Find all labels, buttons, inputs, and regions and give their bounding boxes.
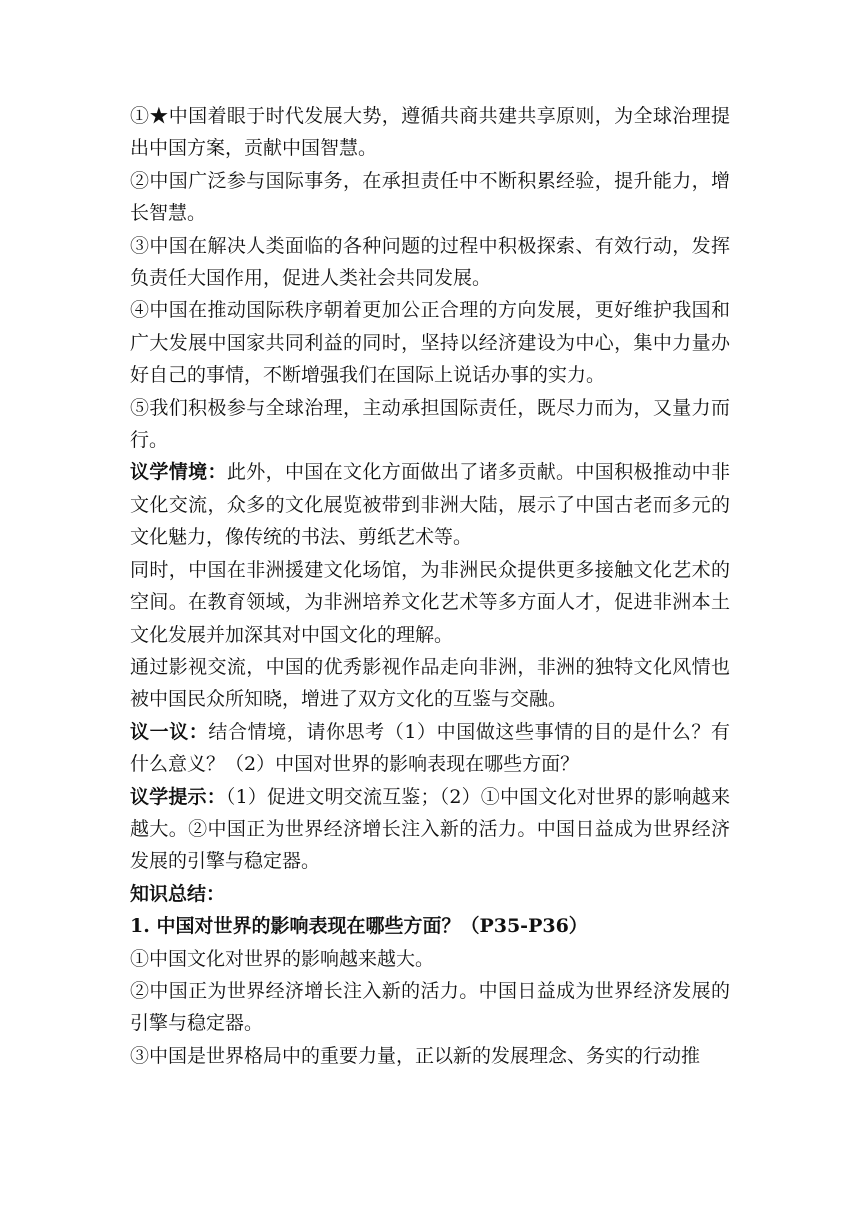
item-5: ⑤我们积极参与全球治理，主动承担国际责任，既尽力而为，又量力而行。 xyxy=(130,396,730,452)
hint-label: 议学提示： xyxy=(130,785,226,808)
summary-question: 1. 中国对世界的影响表现在哪些方面？（P35-P36） xyxy=(130,915,588,938)
item-4: ④中国在推动国际秩序朝着更加公正合理的方向发展，更好维护我国和广大发展中国家共同利益的同时，坚持以经济建设为中心，集中力量办好自己的事情，不断增强我们在国际上说话办事的实力。 xyxy=(130,299,730,387)
discuss-text: 结合情境，请你思考（1）中国做这些事情的目的是什么？有什么意义？（2）中国对世界的影响表现在哪些方面？ xyxy=(130,720,730,776)
item-2: ②中国广泛参与国际事务，在承担责任中不断积累经验，提升能力，增长智慧。 xyxy=(130,169,730,225)
summary-point-3: ③中国是世界格局中的重要力量，正以新的发展理念、务实的行动推 xyxy=(130,1044,701,1067)
discuss-paragraph xyxy=(130,716,730,781)
discuss-label: 议一议： xyxy=(130,720,209,743)
summary-point-2: ②中国正为世界经济增长注入新的活力。中国日益成为世界经济发展的引擎与稳定器。 xyxy=(130,979,730,1035)
scenario-text-2: 同时，中国在非洲援建文化场馆，为非洲民众提供更多接触文化艺术的空间。在教育领域，为非洲培养文化艺术等多方面人才，促进非洲本土文化发展并加深其对中国文化的理解。 xyxy=(130,558,730,646)
hint-text: （1）促进文明交流互鉴；（2）①中国文化对世界的影响越来越大。②中国正为世界经济增长注入新的活力。中国日益成为世界经济发展的引擎与稳定器。 xyxy=(130,785,730,873)
scenario-paragraph xyxy=(130,456,730,553)
item-3: ③中国在解决人类面临的各种问题的过程中积极探索、有效行动，发挥负责任大国作用，促进人类社会共同发展。 xyxy=(130,234,730,290)
scenario-text-1: 此外，中国在文化方面做出了诸多贡献。中国积极推动中非文化交流，众多的文化展览被带到非洲大陆，展示了中国古老而多元的文化魅力，像传统的书法、剪纸艺术等。 xyxy=(130,461,730,549)
document-page xyxy=(130,100,730,1072)
scenario-text-3: 通过影视交流，中国的优秀影视作品走向非洲，非洲的独特文化风情也被中国民众所知晓，增进了双方文化的互鉴与交融。 xyxy=(130,655,730,711)
hint-paragraph xyxy=(130,781,730,878)
summary-title: 知识总结： xyxy=(130,882,226,905)
item-1: ①★中国着眼于时代发展大势，遵循共商共建共享原则，为全球治理提出中国方案，贡献中国智慧。 xyxy=(130,105,730,160)
scenario-label: 议学情境： xyxy=(130,461,227,484)
summary-point-1: ①中国文化对世界的影响越来越大。 xyxy=(130,947,435,970)
